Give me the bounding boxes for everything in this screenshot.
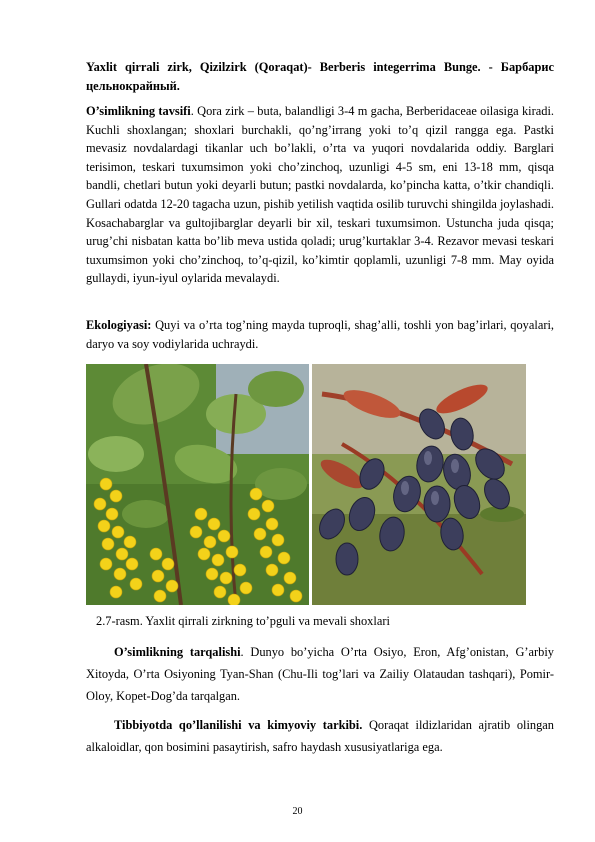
- ecology-paragraph: [86, 316, 554, 353]
- medicine-paragraph: [86, 714, 554, 758]
- figure-photos: [86, 364, 526, 605]
- figure-caption: 2.7-rasm. Yaxlit qirrali zirkning to’pguli va mevali shoxlari: [96, 614, 390, 628]
- section-title: Yaxlit qirrali zirk, Qizilzirk (Qoraqat)- Berberis integerrima Bunge. - Барбарис цельнокрайный.: [86, 60, 554, 93]
- berries-photo: [312, 364, 526, 605]
- description-text: . Qora zirk – buta, balandligi 3-4 m gacha, Berberidaceae oilasiga kiradi. Kuchli shoxlangan; shoxlari burchakli, qo’ng’irrang yoki to’q qizil rangga ega. Pastki mevasiz novdalardagi tikanlar uch bo’lakli, o’rta va yuqori novdalarida oddiy. Barglari terisimon, teskari tuxumsimon yoki cho’zinchoq, uzunligi 4-5 sm, eni 13-18 mm, qisqa bandli, chetlari butun yoki deyarli butun; pastki novdalarda, ko’pincha katta, o’tkir chandiqli. Gullari odatda 12-20 tagacha uzun, pishib yetilish vaqtida osilib turuvchi shingilda joylashadi. Kosachabarglar va gultojibarglar deyarli bir xil, teskari tuxumsimon. Ustuncha juda qisqa; urug’chi nisbatan katta bo’lib meva ustida qoladi; urug’kurtaklar 3-4. Rezavor mevasi teskari tuxumsimon yoki cho’zinchoq, to’q-qizil, ko’kimtir qoplamli, uzunligi 7-8 mm. May oyida gullaydi, iyun-iyul oylarida mevalaydi.: [86, 104, 554, 286]
- description-label: O’simlikning tavsifi: [86, 104, 191, 118]
- page-number: 20: [292, 806, 303, 817]
- distribution-label: O’simlikning tarqalishi: [114, 645, 241, 659]
- ecology-label: Ekologiyasi:: [86, 318, 152, 332]
- flowers-photo: [86, 364, 309, 605]
- ecology-text: Quyi va o’rta tog’ning mayda tuproqli, shag’alli, toshli yon bag’irlari, qoyalari, daryo va soy vodiylarida uchraydi.: [86, 318, 554, 351]
- distribution-paragraph: [86, 641, 554, 708]
- description-paragraph: [86, 102, 554, 288]
- medicine-text: Qoraqat ildizlaridan ajratib olingan alkaloidlar, qon bosimini pasaytirish, safro haydash xususiyatlariga ega.: [86, 718, 554, 755]
- medicine-label: Tibbiyotda qo’llanilishi va kimyoviy tarkibi.: [114, 718, 363, 732]
- distribution-text: . Dunyo bo’yicha O’rta Osiyo, Eron, Afg’onistan, G’arbiy Xitoyda, O’rta Osiyoning Tyan-Shan (Chu-Ili tog’lari va Zailiy Olataudan tashqari), Pomir-Oloy, Kopet-Dog’da tarqalgan.: [86, 645, 554, 704]
